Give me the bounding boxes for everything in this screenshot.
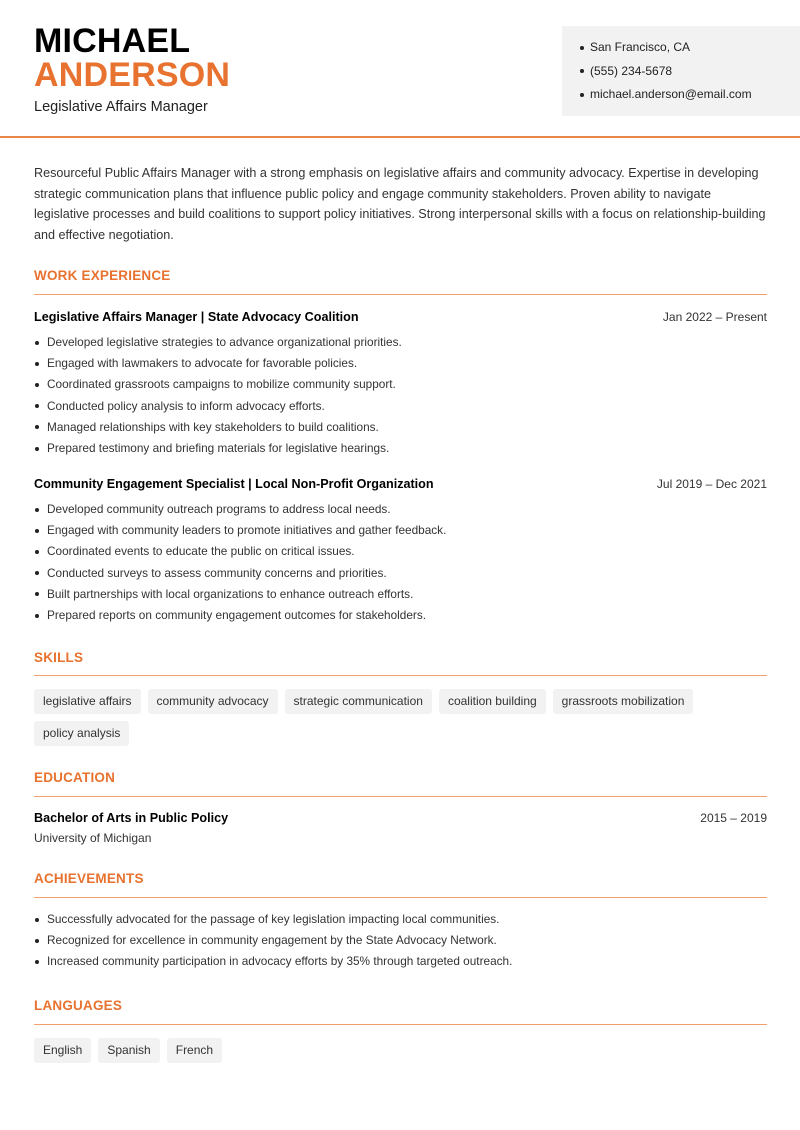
section-divider	[34, 294, 767, 295]
list-item: Developed community outreach programs to address local needs.	[34, 499, 446, 520]
contact-location: San Francisco, CA	[580, 36, 800, 60]
languages-list	[34, 1038, 774, 1063]
job-1-title: Legislative Affairs Manager | State Advocacy Coalition	[34, 310, 359, 324]
bullet-icon	[35, 939, 39, 943]
skill-chip: community advocacy	[148, 689, 278, 714]
bullet-icon	[580, 93, 584, 97]
list-item: Prepared testimony and briefing materials for legislative hearings.	[34, 438, 402, 459]
job-2-bullets	[34, 499, 446, 626]
bullet-icon	[35, 614, 39, 618]
section-title-education: EDUCATION	[34, 770, 116, 785]
bullet-icon	[35, 508, 39, 512]
bullet-icon	[35, 529, 39, 533]
list-item: Increased community participation in advocacy efforts by 35% through targeted outreach.	[34, 951, 512, 972]
section-divider	[34, 675, 767, 676]
skill-chip: strategic communication	[285, 689, 432, 714]
bullet-icon	[35, 447, 39, 451]
list-item: Built partnerships with local organizations to enhance outreach efforts.	[34, 584, 446, 605]
last-name: ANDERSON	[34, 56, 231, 94]
education-school: University of Michigan	[34, 831, 152, 845]
language-chip: Spanish	[98, 1038, 159, 1063]
section-divider	[34, 796, 767, 797]
bullet-icon	[35, 550, 39, 554]
language-chip: French	[167, 1038, 222, 1063]
bullet-icon	[580, 69, 584, 73]
achievements-list	[34, 909, 512, 973]
education-degree: Bachelor of Arts in Public Policy	[34, 811, 229, 825]
education-dates: 2015 – 2019	[700, 811, 767, 825]
contact-phone: (555) 234-5678	[580, 60, 800, 84]
section-divider	[34, 897, 767, 898]
skills-list	[34, 689, 774, 746]
job-2-dates: Jul 2019 – Dec 2021	[656, 477, 767, 491]
list-item: Successfully advocated for the passage of key legislation impacting local communities.	[34, 909, 512, 930]
list-item: Conducted policy analysis to inform advocacy efforts.	[34, 396, 402, 417]
bullet-icon	[580, 46, 584, 50]
job-1-bullets	[34, 332, 402, 459]
bullet-icon	[35, 425, 39, 429]
list-item: Coordinated events to educate the public on critical issues.	[34, 541, 446, 562]
section-title-skills: SKILLS	[34, 650, 84, 665]
list-item: Recognized for excellence in community engagement by the State Advocacy Network.	[34, 930, 512, 951]
section-title-achievements: ACHIEVEMENTS	[34, 871, 144, 886]
section-divider	[34, 1024, 767, 1025]
language-chip: English	[34, 1038, 91, 1063]
list-item: Engaged with lawmakers to advocate for favorable policies.	[34, 353, 402, 374]
contact-email: michael.anderson@email.com	[580, 83, 800, 107]
section-title-languages: LANGUAGES	[34, 998, 123, 1013]
section-title-work: WORK EXPERIENCE	[34, 268, 171, 283]
bullet-icon	[35, 341, 39, 345]
job-1-dates: Jan 2022 – Present	[662, 310, 767, 324]
list-item: Engaged with community leaders to promote initiatives and gather feedback.	[34, 520, 446, 541]
list-item: Prepared reports on community engagement outcomes for stakeholders.	[34, 605, 446, 626]
job-2-title: Community Engagement Specialist | Local Non-Profit Organization	[34, 477, 434, 491]
bullet-icon	[35, 960, 39, 964]
list-item: Coordinated grassroots campaigns to mobilize community support.	[34, 374, 402, 395]
bullet-icon	[35, 362, 39, 366]
bullet-icon	[35, 571, 39, 575]
bullet-icon	[35, 918, 39, 922]
skill-chip: policy analysis	[34, 721, 129, 746]
bullet-icon	[35, 404, 39, 408]
bullet-icon	[35, 383, 39, 387]
list-item: Conducted surveys to assess community concerns and priorities.	[34, 563, 446, 584]
list-item: Managed relationships with key stakeholders to build coalitions.	[34, 417, 402, 438]
skill-chip: legislative affairs	[34, 689, 141, 714]
list-item: Developed legislative strategies to advance organizational priorities.	[34, 332, 402, 353]
contact-box	[562, 26, 800, 116]
professional-summary: Resourceful Public Affairs Manager with a strong emphasis on legislative affairs and community advocacy. Expertise in developing strategic communication plans that influence public policy and engage community stakeholders. Proven ability to navigate legislative processes and build coalitions to support policy initiatives. Strong interpersonal skills with a focus on relationship-building and effective negotiation.	[34, 166, 766, 242]
resume-header	[0, 0, 800, 138]
skill-chip: coalition building	[439, 689, 546, 714]
first-name: MICHAEL	[34, 22, 191, 60]
job-title-headline: Legislative Affairs Manager	[34, 99, 208, 115]
skill-chip: grassroots mobilization	[553, 689, 694, 714]
bullet-icon	[35, 592, 39, 596]
